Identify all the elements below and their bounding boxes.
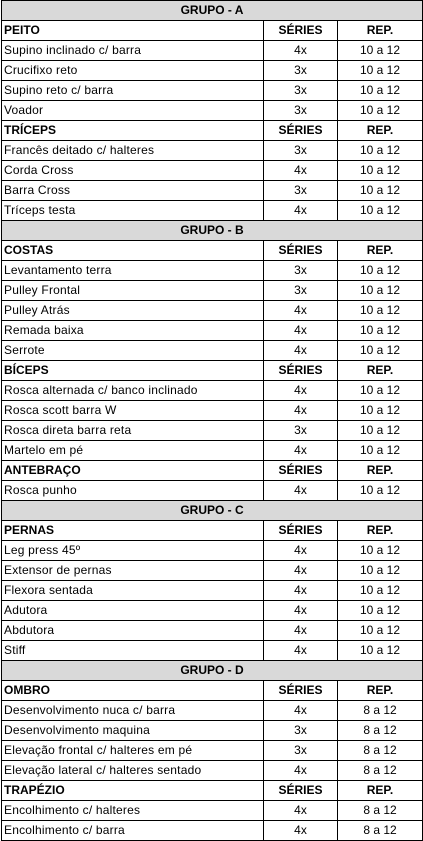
section-name: PERNAS — [2, 521, 264, 541]
workout-table — [1, 0, 423, 841]
exercise-reps: 10 a 12 — [338, 421, 423, 441]
exercise-name: Tríceps testa — [2, 201, 264, 221]
section-header-row — [2, 361, 423, 381]
rep-column-header: REP. — [338, 521, 423, 541]
exercise-name: Rosca direta barra reta — [2, 421, 264, 441]
series-column-header: SÉRIES — [264, 361, 338, 381]
rep-column-header: REP. — [338, 681, 423, 701]
exercise-reps: 10 a 12 — [338, 601, 423, 621]
exercise-name: Flexora sentada — [2, 581, 264, 601]
exercise-row — [2, 801, 423, 821]
exercise-reps: 10 a 12 — [338, 41, 423, 61]
exercise-name: Supino reto c/ barra — [2, 81, 264, 101]
series-column-header: SÉRIES — [264, 781, 338, 801]
exercise-name: Extensor de pernas — [2, 561, 264, 581]
exercise-name: Adutora — [2, 601, 264, 621]
exercise-series: 4x — [264, 761, 338, 781]
exercise-name: Francês deitado c/ halteres — [2, 141, 264, 161]
exercise-series: 4x — [264, 41, 338, 61]
exercise-reps: 10 a 12 — [338, 101, 423, 121]
exercise-name: Rosca punho — [2, 481, 264, 501]
exercise-row — [2, 821, 423, 841]
exercise-row — [2, 161, 423, 181]
exercise-series: 3x — [264, 61, 338, 81]
exercise-row — [2, 341, 423, 361]
exercise-reps: 10 a 12 — [338, 161, 423, 181]
exercise-reps: 10 a 12 — [338, 341, 423, 361]
exercise-row — [2, 481, 423, 501]
section-header-row — [2, 781, 423, 801]
exercise-reps: 10 a 12 — [338, 561, 423, 581]
group-header-row — [2, 1, 423, 21]
exercise-series: 3x — [264, 421, 338, 441]
exercise-series: 3x — [264, 281, 338, 301]
exercise-name: Desenvolvimento nuca c/ barra — [2, 701, 264, 721]
exercise-row — [2, 561, 423, 581]
exercise-series: 4x — [264, 201, 338, 221]
exercise-series: 3x — [264, 721, 338, 741]
series-column-header: SÉRIES — [264, 461, 338, 481]
exercise-reps: 10 a 12 — [338, 441, 423, 461]
section-header-row — [2, 21, 423, 41]
exercise-row — [2, 41, 423, 61]
exercise-row — [2, 701, 423, 721]
exercise-name: Elevação frontal c/ halteres em pé — [2, 741, 264, 761]
exercise-series: 3x — [264, 81, 338, 101]
exercise-series: 3x — [264, 141, 338, 161]
group-header-row — [2, 501, 423, 521]
exercise-row — [2, 601, 423, 621]
exercise-reps: 10 a 12 — [338, 321, 423, 341]
exercise-name: Remada baixa — [2, 321, 264, 341]
exercise-series: 3x — [264, 741, 338, 761]
exercise-series: 4x — [264, 481, 338, 501]
section-name: COSTAS — [2, 241, 264, 261]
exercise-name: Rosca scott barra W — [2, 401, 264, 421]
exercise-name: Pulley Frontal — [2, 281, 264, 301]
series-column-header: SÉRIES — [264, 521, 338, 541]
rep-column-header: REP. — [338, 781, 423, 801]
exercise-name: Barra Cross — [2, 181, 264, 201]
exercise-series: 3x — [264, 101, 338, 121]
exercise-reps: 10 a 12 — [338, 401, 423, 421]
exercise-name: Abdutora — [2, 621, 264, 641]
exercise-reps: 10 a 12 — [338, 301, 423, 321]
exercise-reps: 10 a 12 — [338, 141, 423, 161]
series-column-header: SÉRIES — [264, 121, 338, 141]
exercise-reps: 8 a 12 — [338, 761, 423, 781]
exercise-name: Rosca alternada c/ banco inclinado — [2, 381, 264, 401]
group-title: GRUPO - C — [2, 501, 423, 521]
exercise-series: 4x — [264, 161, 338, 181]
exercise-reps: 10 a 12 — [338, 541, 423, 561]
exercise-row — [2, 261, 423, 281]
exercise-series: 4x — [264, 581, 338, 601]
exercise-row — [2, 421, 423, 441]
exercise-name: Crucifixo reto — [2, 61, 264, 81]
exercise-reps: 10 a 12 — [338, 261, 423, 281]
exercise-row — [2, 621, 423, 641]
section-name: PEITO — [2, 21, 264, 41]
group-title: GRUPO - A — [2, 1, 423, 21]
exercise-name: Levantamento terra — [2, 261, 264, 281]
exercise-series: 3x — [264, 261, 338, 281]
exercise-row — [2, 101, 423, 121]
exercise-reps: 8 a 12 — [338, 721, 423, 741]
rep-column-header: REP. — [338, 461, 423, 481]
exercise-row — [2, 641, 423, 661]
exercise-reps: 8 a 12 — [338, 821, 423, 841]
exercise-series: 3x — [264, 181, 338, 201]
exercise-series: 4x — [264, 601, 338, 621]
section-name: BÍCEPS — [2, 361, 264, 381]
exercise-row — [2, 201, 423, 221]
rep-column-header: REP. — [338, 121, 423, 141]
group-header-row — [2, 661, 423, 681]
section-name: ANTEBRAÇO — [2, 461, 264, 481]
exercise-series: 4x — [264, 561, 338, 581]
group-title: GRUPO - B — [2, 221, 423, 241]
exercise-series: 4x — [264, 541, 338, 561]
exercise-name: Leg press 45º — [2, 541, 264, 561]
exercise-row — [2, 301, 423, 321]
exercise-reps: 8 a 12 — [338, 801, 423, 821]
exercise-row — [2, 401, 423, 421]
exercise-name: Encolhimento c/ halteres — [2, 801, 264, 821]
exercise-name: Encolhimento c/ barra — [2, 821, 264, 841]
exercise-series: 4x — [264, 381, 338, 401]
exercise-series: 4x — [264, 821, 338, 841]
rep-column-header: REP. — [338, 241, 423, 261]
exercise-reps: 10 a 12 — [338, 281, 423, 301]
exercise-reps: 10 a 12 — [338, 81, 423, 101]
exercise-reps: 10 a 12 — [338, 61, 423, 81]
exercise-series: 4x — [264, 641, 338, 661]
exercise-name: Elevação lateral c/ halteres sentado — [2, 761, 264, 781]
exercise-row — [2, 321, 423, 341]
exercise-name: Supino inclinado c/ barra — [2, 41, 264, 61]
exercise-reps: 8 a 12 — [338, 741, 423, 761]
exercise-row — [2, 541, 423, 561]
exercise-series: 4x — [264, 301, 338, 321]
group-title: GRUPO - D — [2, 661, 423, 681]
exercise-row — [2, 61, 423, 81]
section-header-row — [2, 461, 423, 481]
exercise-name: Serrote — [2, 341, 264, 361]
exercise-name: Voador — [2, 101, 264, 121]
rep-column-header: REP. — [338, 21, 423, 41]
exercise-row — [2, 581, 423, 601]
exercise-reps: 10 a 12 — [338, 201, 423, 221]
exercise-row — [2, 141, 423, 161]
exercise-reps: 10 a 12 — [338, 181, 423, 201]
exercise-reps: 8 a 12 — [338, 701, 423, 721]
series-column-header: SÉRIES — [264, 21, 338, 41]
exercise-name: Desenvolvimento maquina — [2, 721, 264, 741]
exercise-name: Pulley Atrás — [2, 301, 264, 321]
exercise-name: Corda Cross — [2, 161, 264, 181]
exercise-row — [2, 761, 423, 781]
exercise-reps: 10 a 12 — [338, 481, 423, 501]
series-column-header: SÉRIES — [264, 241, 338, 261]
exercise-series: 4x — [264, 621, 338, 641]
section-header-row — [2, 121, 423, 141]
section-header-row — [2, 241, 423, 261]
exercise-reps: 10 a 12 — [338, 641, 423, 661]
rep-column-header: REP. — [338, 361, 423, 381]
series-column-header: SÉRIES — [264, 681, 338, 701]
exercise-series: 4x — [264, 701, 338, 721]
exercise-row — [2, 741, 423, 761]
exercise-name: Stiff — [2, 641, 264, 661]
section-name: TRAPÉZIO — [2, 781, 264, 801]
exercise-reps: 10 a 12 — [338, 621, 423, 641]
section-header-row — [2, 521, 423, 541]
exercise-series: 4x — [264, 401, 338, 421]
exercise-row — [2, 721, 423, 741]
exercise-reps: 10 a 12 — [338, 581, 423, 601]
exercise-series: 4x — [264, 341, 338, 361]
exercise-name: Martelo em pé — [2, 441, 264, 461]
group-header-row — [2, 221, 423, 241]
exercise-row — [2, 381, 423, 401]
exercise-series: 4x — [264, 441, 338, 461]
exercise-series: 4x — [264, 801, 338, 821]
exercise-row — [2, 441, 423, 461]
exercise-row — [2, 181, 423, 201]
section-header-row — [2, 681, 423, 701]
exercise-row — [2, 281, 423, 301]
exercise-row — [2, 81, 423, 101]
workout-table-body — [2, 1, 423, 841]
exercise-reps: 10 a 12 — [338, 381, 423, 401]
exercise-series: 4x — [264, 321, 338, 341]
section-name: OMBRO — [2, 681, 264, 701]
section-name: TRÍCEPS — [2, 121, 264, 141]
